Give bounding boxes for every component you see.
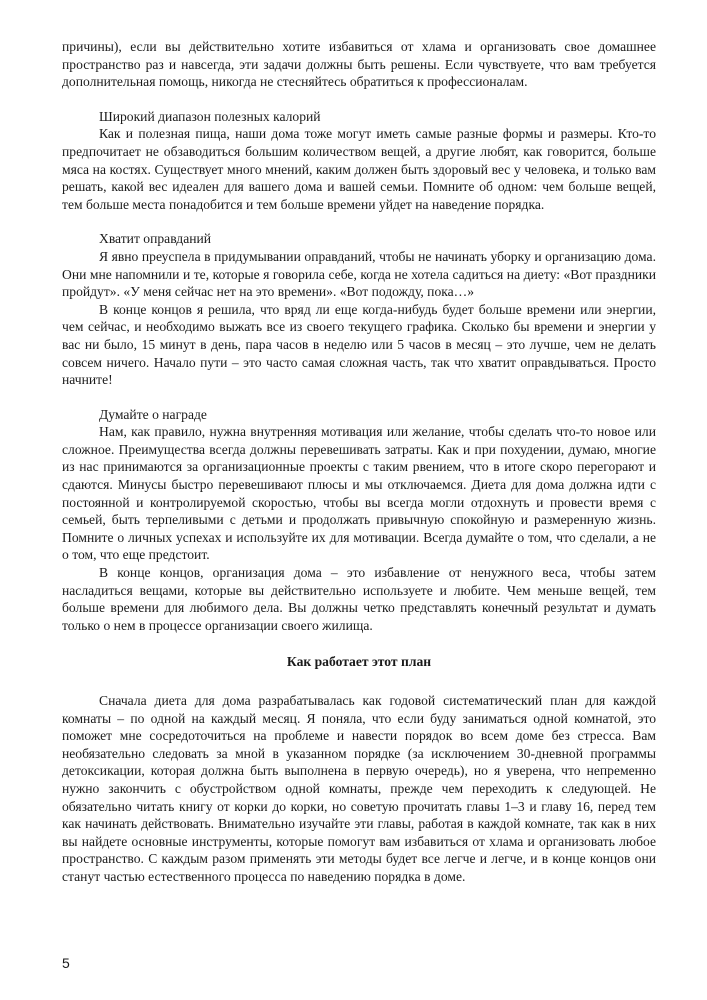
body-paragraph: Как и полезная пища, наши дома тоже могут иметь самые разные формы и размеры. Кто-то предпочитает не обзаводиться большим количеством вещей, а другие любят, как говорится, больше мяса на костях. Существует много мнений, каким должен быть здоровый вес у человека, и только вам решать, какой вес идеален для вашего дома и вашей семьи. Помните об одном: чем больше вещей, тем больше места понадобится и тем больше времени уйдет на наведение порядка.: [62, 126, 656, 212]
section-heading: Хватит оправданий: [99, 231, 212, 247]
section-reward: [62, 406, 656, 635]
chapter-heading: Как работает этот план: [286, 654, 432, 670]
body-paragraph: Я явно преуспела в придумывании оправданий, чтобы не начинать уборку и организацию дома. Они мне напомнили и те, которые я говорила себе, когда не хотела садиться на диету: «Вот праздники пройдут». «У меня сейчас нет на это времени». «Вот подожду, пока…»: [62, 248, 656, 300]
page-number: 5: [62, 955, 70, 971]
body-paragraph: В конце концов я решила, что вряд ли еще когда-нибудь будет больше времени или энергии, чем сейчас, и необходимо выжать все из своего текущего графика. Сколько бы времени и энергии у вас ни было, 15 минут в день, пара часов в неделю или 5 часов в месяц – это лучше, чем не делать совсем ничего. Начало пути – это часто самая сложная часть, так что хватит оправдываться. Просто начните!: [62, 301, 656, 388]
section-heading: Думайте о награде: [99, 406, 207, 422]
intro-paragraph: причины), если вы действительно хотите избавиться от хлама и организовать свое домашнее пространство раз и навсегда, эти задачи должны быть решены. Если чувствуете, что вам требуется дополнительная помощь, никогда не стесняйтесь обратиться к профессионалам.: [62, 39, 656, 90]
body-paragraph: В конце концов, организация дома – это избавление от ненужного веса, чтобы затем насладиться вещами, которые вы действительно используете и любите. Чем меньше вещей, тем больше времени для любимого дела. Вы должны четко представлять конечный результат и думать только о нем в процессе организации своего жилища.: [62, 565, 656, 633]
section-heading: Широкий диапазон полезных калорий: [99, 108, 321, 124]
body-paragraph: Нам, как правило, нужна внутренняя мотивация или желание, чтобы сделать что-то новое или сложное. Преимущества всегда должны перевешивать затраты. Как и при похудении, думаю, многие из нас принимаются за организационные проекты с таким рвением, что в итоге скоро перегорают и сдаются. Минусы быстро перевешивают плюсы и мы отключаемся. Диета для дома должна идти с постоянной и контролируемой скоростью, чтобы вы всегда могли отдохнуть и провести время с семьей, быть терпеливыми с детьми и продолжать привычную спокойную и размеренную жизнь. Помните о личных успехах и используйте их для мотивации. Всегда думайте о том, что сделали, а не о том, что еще предстоит.: [62, 424, 656, 563]
page-content: [62, 38, 656, 886]
section-excuses: [62, 230, 656, 388]
body-paragraph: Сначала диета для дома разрабатывалась как годовой систематический план для каждой комнаты – по одной на каждый месяц. Я поняла, что если буду заниматься одной комнатой, это поможет мне сосредоточиться на проблеме и навести порядок во всем доме без стресса. Вам необязательно следовать за мной в указанном порядке (за исключением 30-дневной программы детоксикации, которая должна быть выполнена в первую очередь), но я уверена, что непременно нужно закончить с обустройством одной комнаты, прежде чем переходить к следующей. Не обязательно читать книгу от корки до корки, но советую прочитать главы 1–3 и главу 16, перед тем как начинать действовать. Внимательно изучайте эти главы, работая в каждой комнате, так как в них вы найдете основные инструменты, которые помогут вам избавиться от хлама и организовать любое пространство. С каждым разом применять эти методы будет все легче и легче, и в конце концов они станут частью естественного процесса по наведению порядка в доме.: [62, 693, 656, 884]
section-calories: [62, 108, 656, 214]
